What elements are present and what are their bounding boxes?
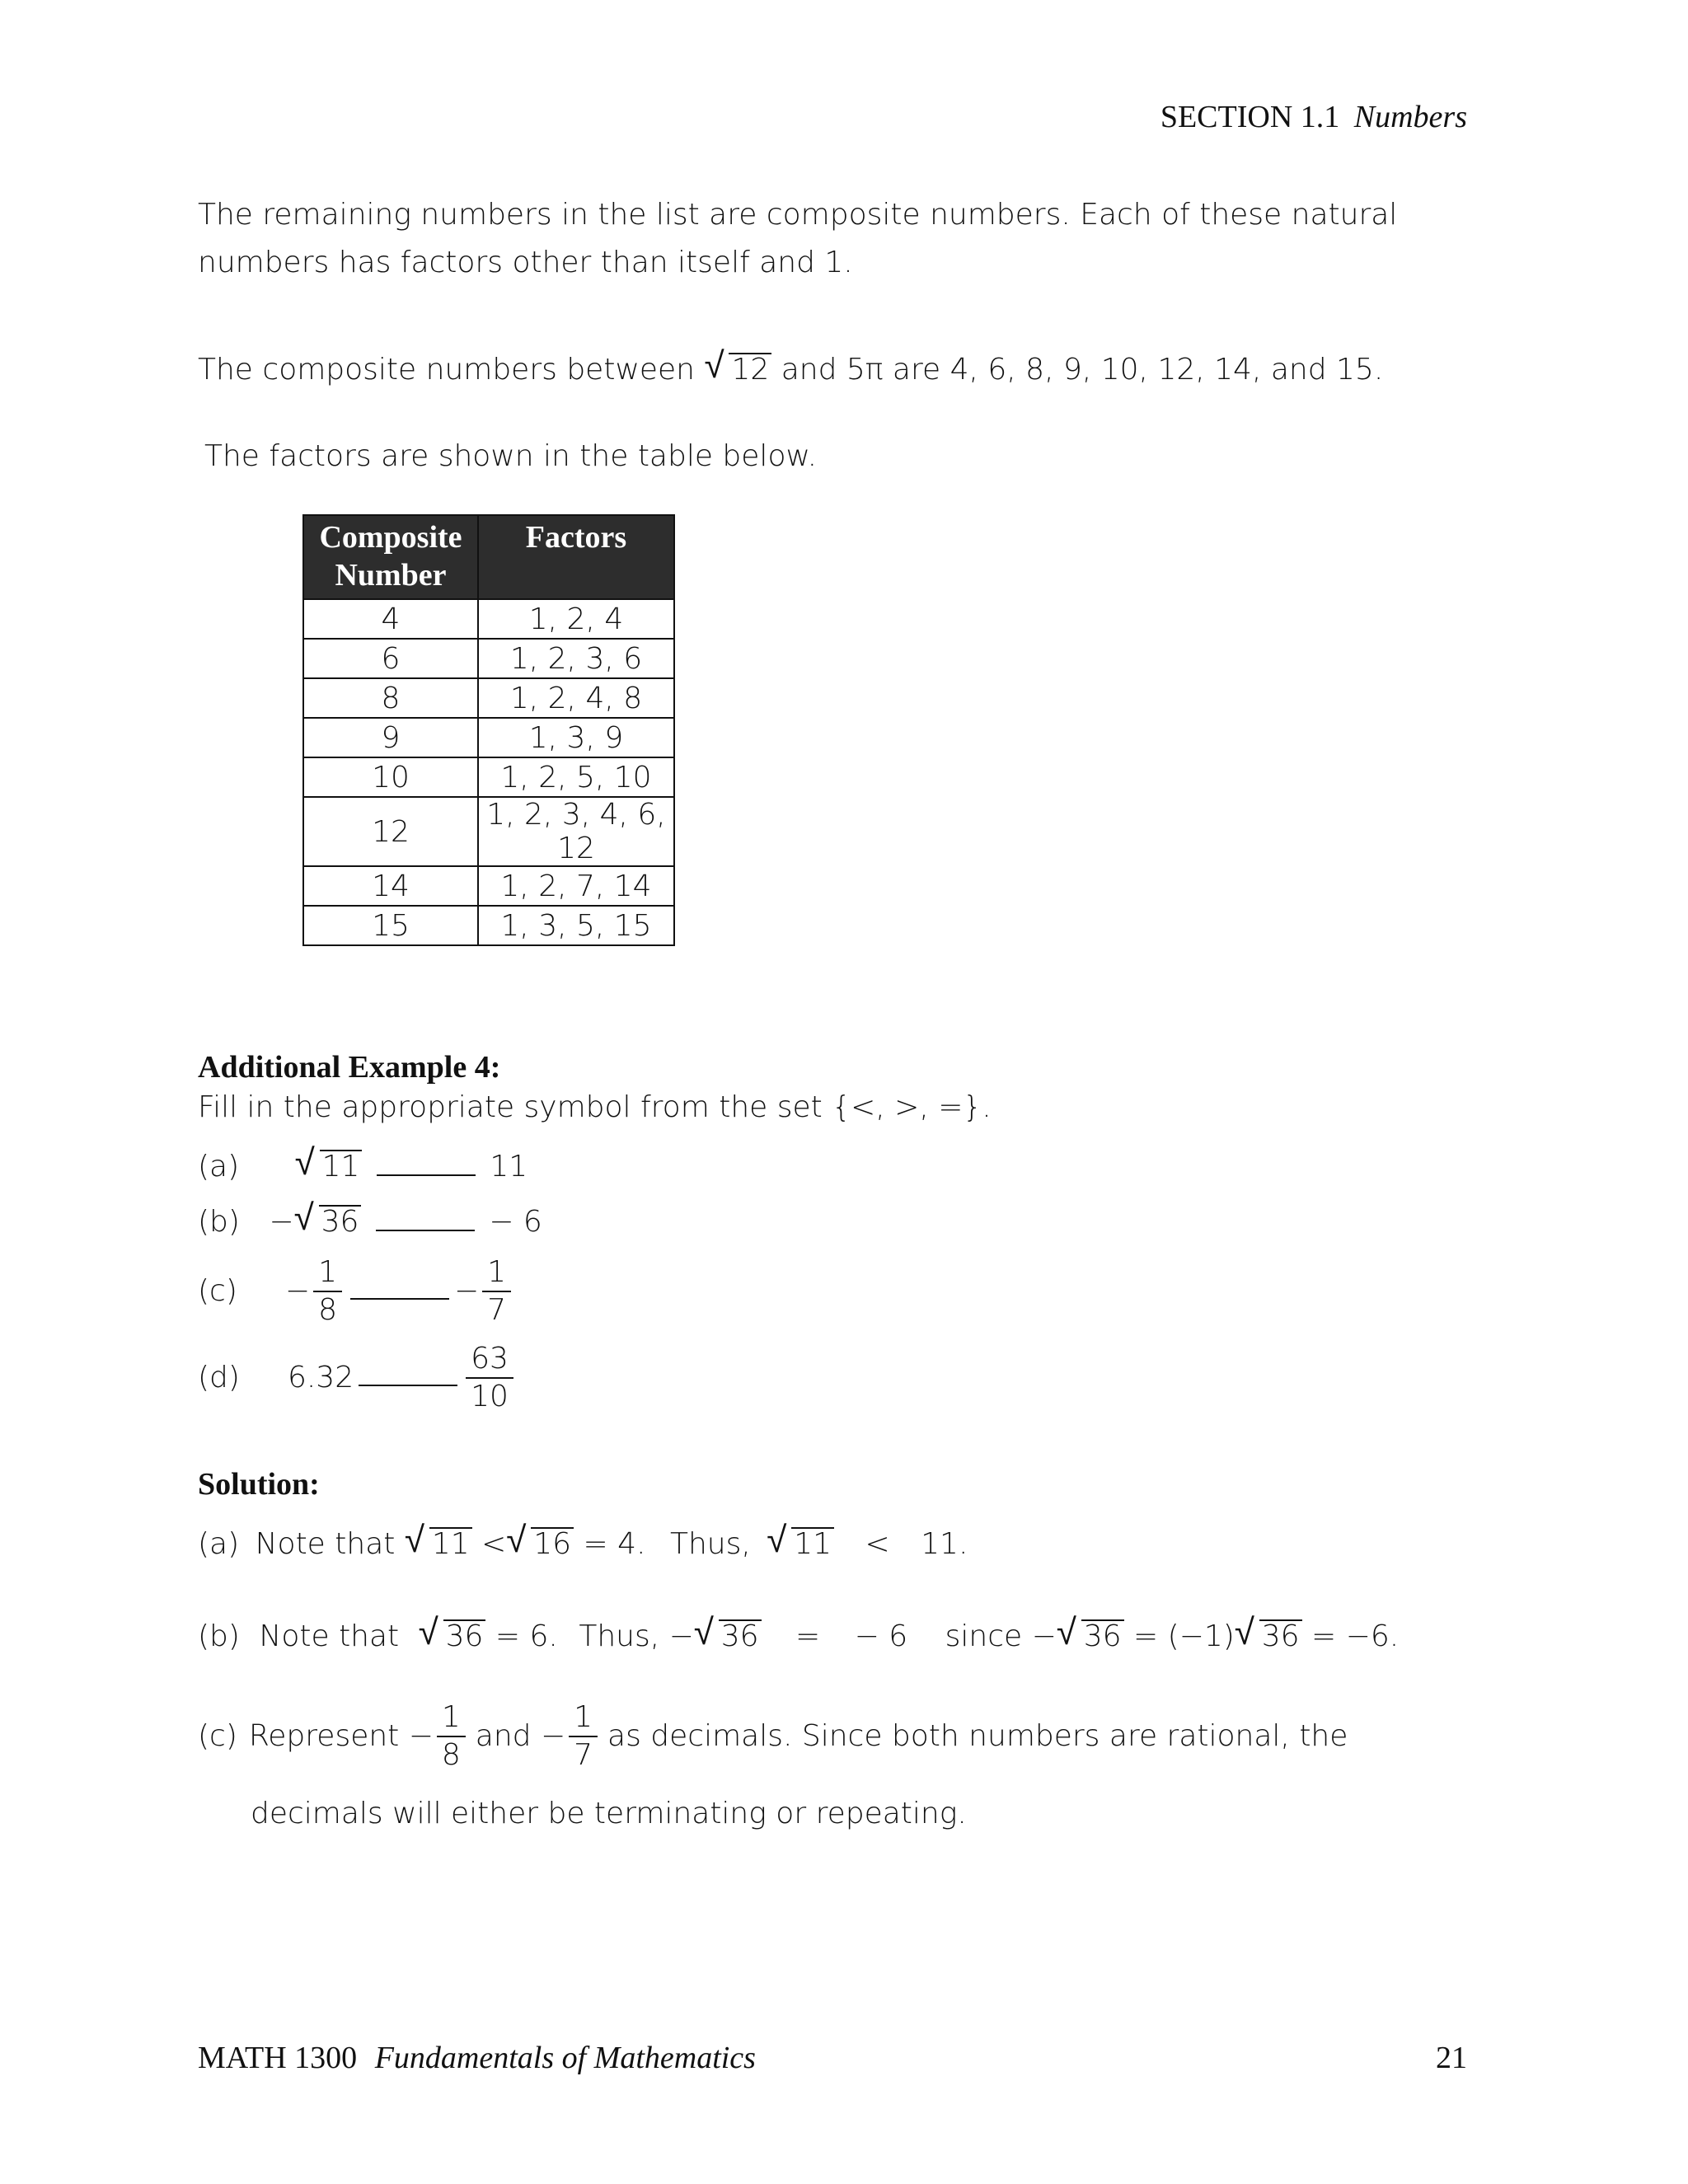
table-row: 6 1, 2, 3, 6 (303, 639, 674, 678)
solution-a: (a) Note that √ 11 < √ 16 = 4. Thus, √ 11 < 11. (198, 1519, 968, 1561)
example-d: (d) 6.32 $\frac{63}{10}$ (198, 1343, 517, 1413)
answer-blank[interactable] (376, 1205, 475, 1231)
sqrt-16: √ 16 (506, 1527, 574, 1561)
answer-blank[interactable] (350, 1283, 449, 1300)
fraction-63-10: $\frac{63}{10}$ (466, 1343, 513, 1413)
table-row: 10 1, 2, 5, 10 (303, 757, 674, 797)
factors-table (302, 514, 675, 946)
example-title: Additional Example 4: (198, 1050, 501, 1085)
solution-c-line-2: decimals will either be terminating or repeating. (251, 1797, 967, 1830)
table-row: 9 1, 3, 9 (303, 718, 674, 757)
table-row: 14 1, 2, 7, 14 (303, 866, 674, 906)
sqrt-11: √ 11 (405, 1527, 472, 1561)
header-factors: Factors (478, 515, 674, 599)
composite-statement: The composite numbers between √ 12 and 5π are 4, 6, 8, 9, 10, 12, 14, and 15. (198, 344, 1384, 387)
running-header (1160, 99, 1467, 135)
intro-line-1: The remaining numbers in the list are composite numbers. Each of these natural (198, 198, 1398, 232)
fraction-1-7: $\frac{1}{7}$ (482, 1257, 511, 1326)
header-section-title: Numbers (1353, 100, 1467, 134)
table-row: 8 1, 2, 4, 8 (303, 678, 674, 718)
page-number: 21 (1436, 2041, 1467, 2075)
example-instruction: Fill in the appropriate symbol from the set {<, >, =}. (198, 1090, 992, 1124)
solution-b: (b) Note that √ 36 = 6. Thus, − √ 36 = − 6 since − √ 36 = (−1) √ 36 = −6. (198, 1611, 1400, 1653)
solution-c: (c) Represent − $\frac{1}{8}$ and − $\frac{1}{7}$ as decimals. Since both numbers are rational, the (198, 1700, 1348, 1772)
solution-title: Solution: (198, 1467, 320, 1502)
intro-line-2: numbers has factors other than itself and 1. (198, 246, 853, 279)
table-row: 4 1, 2, 4 (303, 599, 674, 639)
fraction-1-8: $\frac{1}{8}$ (437, 1702, 466, 1771)
answer-blank[interactable] (377, 1150, 476, 1176)
sqrt-36: √ 36 (419, 1619, 486, 1653)
running-footer (198, 2040, 756, 2076)
sqrt-36: √ 36 (294, 1205, 362, 1239)
answer-blank[interactable] (359, 1370, 457, 1386)
fraction-1-7: $\frac{1}{7}$ (569, 1702, 598, 1771)
footer-course-title: Fundamentals of Mathematics (374, 2041, 756, 2075)
example-c: (c) − $\frac{1}{8}$ − $\frac{1}{7}$ (198, 1257, 514, 1326)
example-a: (a) √ 11 11 (198, 1141, 528, 1183)
header-section: SECTION 1.1 (1160, 100, 1340, 134)
sqrt-11: √ 11 (767, 1527, 834, 1561)
sqrt-11: √ 11 (295, 1150, 363, 1183)
header-composite-number: Composite Number (303, 515, 478, 599)
sqrt-36: √ 36 (694, 1619, 762, 1653)
sqrt-36: √ 36 (1057, 1619, 1124, 1653)
fraction-1-8: $\frac{1}{8}$ (313, 1257, 342, 1326)
sqrt-12: √ 12 (704, 353, 771, 387)
example-b: (b) − √ 36 − 6 (198, 1197, 542, 1239)
table-row: 15 1, 3, 5, 15 (303, 906, 674, 945)
footer-course: MATH 1300 (198, 2041, 358, 2075)
sqrt-36: √ 36 (1235, 1619, 1302, 1653)
table-intro: The factors are shown in the table below. (204, 439, 818, 473)
table-row: 12 1, 2, 3, 4, 6, 12 (303, 797, 674, 866)
